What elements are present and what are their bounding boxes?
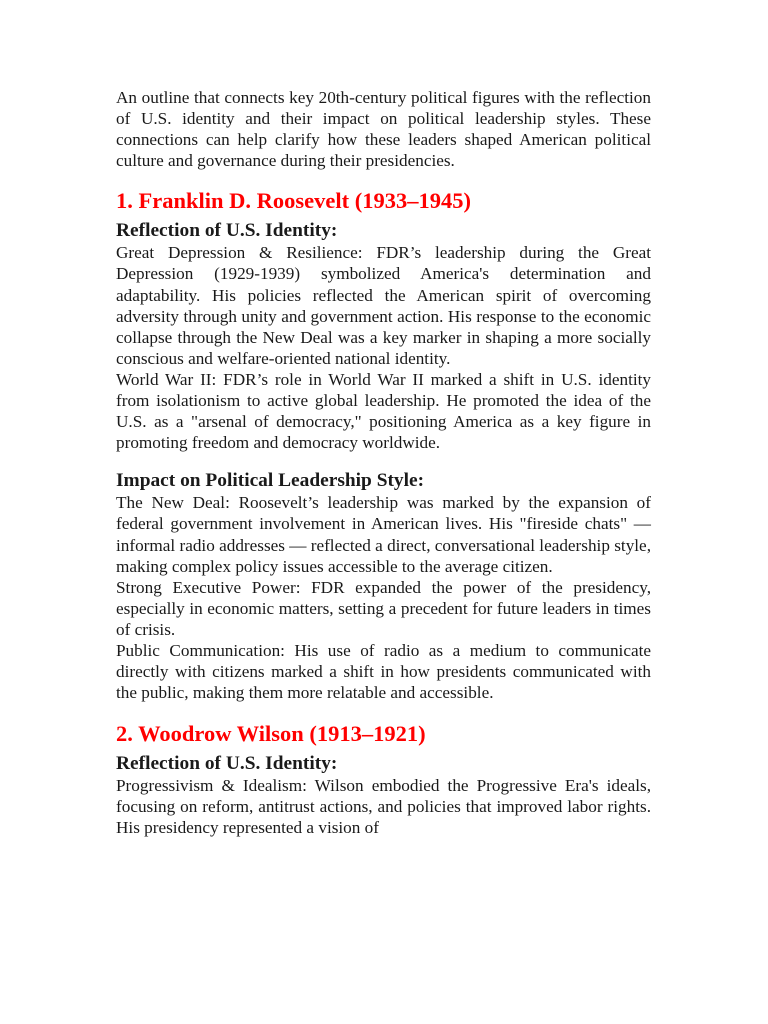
subheading-identity: Reflection of U.S. Identity: [116,220,338,242]
spacer [116,703,651,720]
spacer [116,453,651,469]
document-page [116,87,651,839]
section-heading: 2. Woodrow Wilson (1913–1921) [116,721,426,747]
paragraph-new-deal: The New Deal: Roosevelt’s leadership was marked by the expansion of federal government involvement in American lives. His "fireside chats" — informal radio addresses — reflected a direct, conversational leadership style, making complex policy issues accessible to the average citizen. [116,493,651,576]
paragraph-great-depression: Great Depression & Resilience: FDR’s leadership during the Great Depression (1929-1939) symbolized America's determination and adaptability. His policies reflected the American spirit of overcoming adversity through unity and government action. His response to the economic collapse through the New Deal was a key marker in shaping a more socially conscious and welfare-oriented national identity. [116,243,651,368]
subheading-impact: Impact on Political Leadership Style: [116,470,425,492]
paragraph-public-communication: Public Communication: His use of radio as a medium to communicate directly with citizens marked a shift in how presidents communicated with the public, making them more relatable and accessible. [116,640,651,703]
intro-paragraph: An outline that connects key 20th-century political figures with the reflection of U.S. identity and their impact on political leadership styles. These connections can help clarify how these leaders shaped American political culture and governance during their presidencies. [116,88,651,171]
paragraph-progressivism: Progressivism & Idealism: Wilson embodied the Progressive Era's ideals, focusing on reform, antitrust actions, and policies that improved labor rights. His presidency represented a vision of [116,776,651,838]
paragraph-world-war-ii: World War II: FDR’s role in World War II marked a shift in U.S. identity from isolationism to active global leadership. He promoted the idea of the U.S. as a "arsenal of democracy," positioning America as a key figure in promoting freedom and democracy worldwide. [116,369,651,453]
section-fdr [116,187,651,703]
subheading-identity: Reflection of U.S. Identity: [116,753,338,775]
paragraph-executive-power: Strong Executive Power: FDR expanded the power of the presidency, especially in economic matters, setting a precedent for future leaders in times of crisis. [116,577,651,639]
section-heading: 1. Franklin D. Roosevelt (1933–1945) [116,188,471,214]
section-wilson [116,720,651,838]
